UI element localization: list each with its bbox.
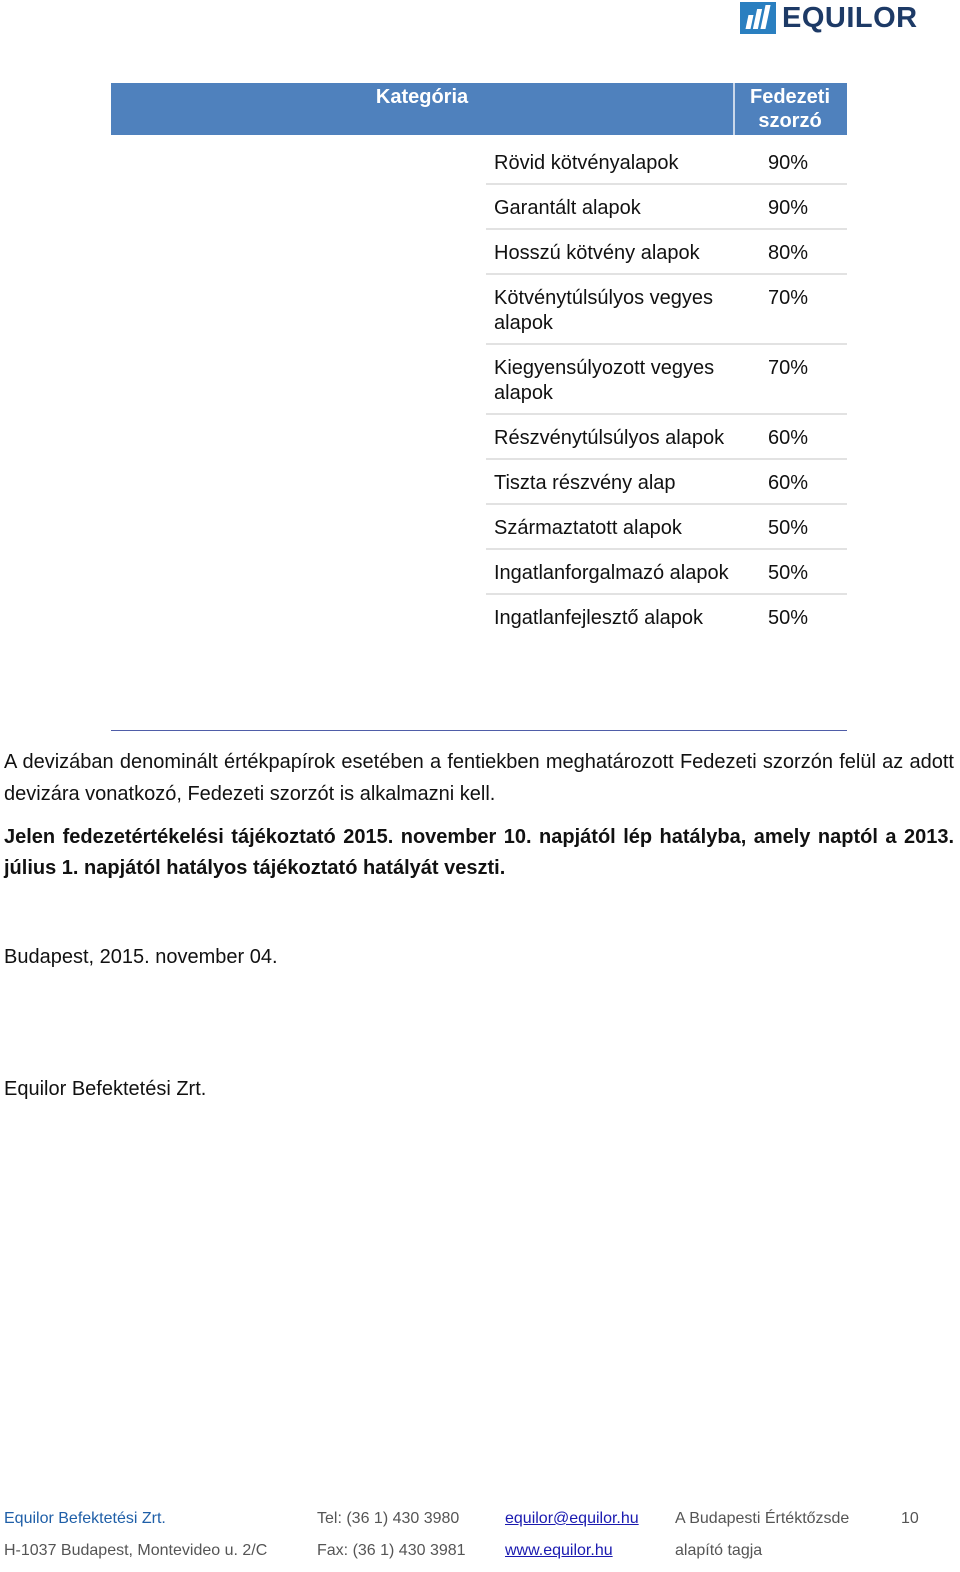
table-row [486, 415, 847, 460]
table-header [111, 83, 847, 135]
category-name: Kiegyensúlyozott vegyes alapok [494, 357, 715, 404]
multiplier-value: 70% [768, 287, 809, 309]
multiplier-value: 70% [768, 357, 809, 379]
table-bottom-border [111, 730, 847, 731]
multiplier-value: 60% [768, 427, 809, 449]
table-row [486, 275, 847, 345]
category-name: Hosszú kötvény alapok [494, 242, 700, 264]
footer-fax: Fax: (36 1) 430 3981 [317, 1542, 466, 1559]
table-row [486, 595, 847, 638]
equilor-logo-icon [740, 2, 776, 34]
multiplier-value: 90% [768, 152, 809, 174]
header-fedezeti-szorzo: Fedezeti szorzó [749, 86, 831, 132]
category-name: Ingatlanfejlesztő alapok [494, 607, 704, 629]
multiplier-value: 80% [768, 242, 809, 264]
footer-email-link[interactable]: equilor@equilor.hu [505, 1510, 639, 1527]
footer-web-link[interactable]: www.equilor.hu [505, 1542, 613, 1559]
footer-company: Equilor Befektetési Zrt. [4, 1510, 166, 1527]
multiplier-value: 50% [768, 607, 809, 629]
logo-text: EQUILOR [782, 1, 918, 34]
category-name: Tiszta részvény alap [494, 472, 676, 494]
table-row [486, 505, 847, 550]
effective-date-paragraph: Jelen fedezetértékelési tájékoztató 2015. november 10. napjától lép hatályba, amely naptól a 2013. július 1. napjától hatályos tájékoztató hatályát veszti. [4, 826, 954, 879]
multiplier-value: 90% [768, 197, 809, 219]
category-name: Garantált alapok [494, 197, 641, 219]
footer-exchange-line2: alapító tagja [675, 1542, 763, 1559]
category-name: Rövid kötvényalapok [494, 152, 679, 174]
footer-address: H-1037 Budapest, Montevideo u. 2/C [4, 1542, 268, 1559]
table-row [486, 185, 847, 230]
footer-page-number: 10 [901, 1510, 919, 1527]
category-name: Kötvénytúlsúlyos vegyes alapok [494, 287, 714, 334]
signature-company: Equilor Befektetési Zrt. [4, 1078, 207, 1100]
place-date: Budapest, 2015. november 04. [4, 946, 278, 968]
table-row [486, 460, 847, 505]
footer-exchange-line1: A Budapesti Értéktőzsde [675, 1510, 850, 1527]
category-name: Részvénytúlsúlyos alapok [494, 427, 725, 449]
footer-tel: Tel: (36 1) 430 3980 [317, 1510, 460, 1527]
multiplier-value: 50% [768, 517, 809, 539]
category-table-body [486, 140, 847, 638]
header-kategoria: Kategória [375, 86, 469, 108]
table-row [486, 140, 847, 185]
table-row [486, 230, 847, 275]
category-name: Származtatott alapok [494, 517, 682, 539]
equilor-logo [740, 2, 918, 34]
multiplier-value: 50% [768, 562, 809, 584]
currency-note-paragraph: A devizában denominált értékpapírok esetében a fentiekben meghatározott Fedezeti szorzón felül az adott devizára vonatkozó, Fedezeti szorzót is alkalmazni kell. [4, 751, 954, 805]
table-row [486, 550, 847, 595]
table-row [486, 345, 847, 415]
category-name: Ingatlanforgalmazó alapok [494, 562, 729, 584]
page-footer [0, 1506, 960, 1572]
multiplier-value: 60% [768, 472, 809, 494]
